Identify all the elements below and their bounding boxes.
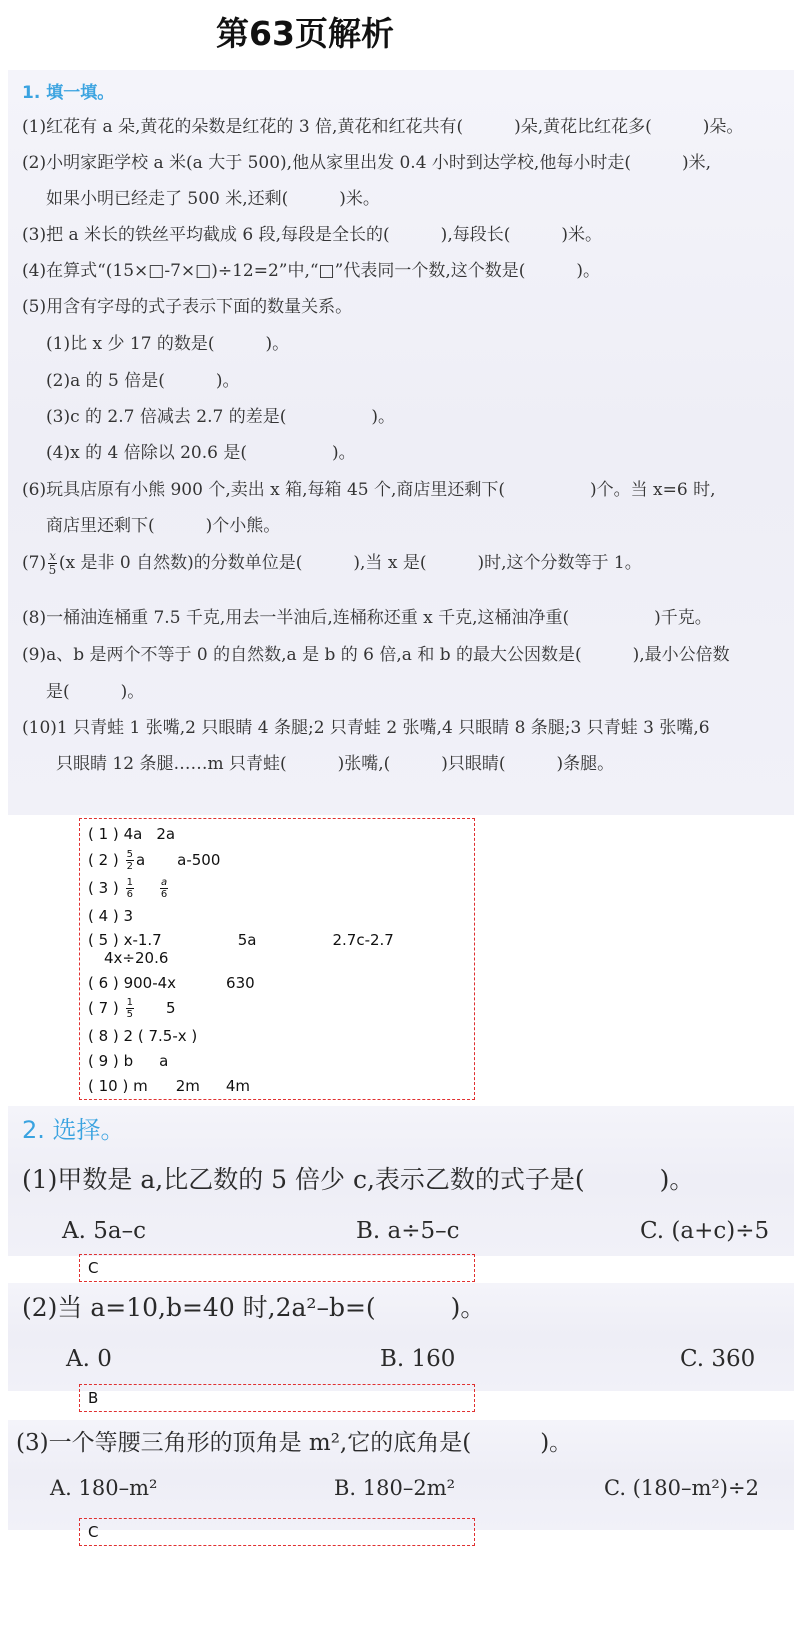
answer-8: ( 8 ) 2 ( 7.5-x ) xyxy=(88,1027,198,1045)
question-line: (4)x 的 4 倍除以 20.6 是( )。 xyxy=(46,443,356,463)
section-heading-fill-in: 1. 填一填。 xyxy=(22,83,115,103)
choice-question-2: (2)当 a=10,b=40 时,2a²–b=( )。 xyxy=(22,1293,486,1322)
question-line: (3)把 a 米长的铁丝平均截成 6 段,每段是全长的( ),每段长( )米。 xyxy=(22,225,602,245)
question-line: 如果小明已经走了 500 米,还剩( )米。 xyxy=(46,189,380,209)
answer-2: ( 2 ) $\frac{5}{2}$ a a-500 xyxy=(88,849,221,872)
q7-label: (7) xyxy=(22,553,47,573)
question-line: (10)1 只青蛙 1 张嘴,2 只眼睛 4 条腿;2 只青蛙 2 张嘴,4 只眼睛 8 条腿;3 只青蛙 3 张嘴,6 xyxy=(22,718,710,738)
answer-6: ( 6 ) 900-4x 630 xyxy=(88,974,255,992)
question-line: (1)比 x 少 17 的数是( )。 xyxy=(46,334,290,354)
answer-3-fraction-1: $\frac{1}{6}$ xyxy=(126,877,133,900)
answer-choice-2: B xyxy=(88,1389,99,1407)
question-line: 商店里还剩下( )个小熊。 xyxy=(46,516,281,536)
question-line: (5)用含有字母的式子表示下面的数量关系。 xyxy=(22,297,353,317)
section-heading-choice: 2. 选择。 xyxy=(22,1116,125,1144)
answer-2-fraction: $\frac{5}{2}$ xyxy=(126,849,133,872)
question-line: (4)在算式“(15×□-7×□)÷12=2”中,“□”代表同一个数,这个数是( )。 xyxy=(22,261,600,281)
answer-choice-1: C xyxy=(88,1259,99,1277)
q7-text: (x 是非 0 自然数)的分数单位是( ),当 x 是( )时,这个分数等于 1。 xyxy=(58,553,642,573)
question-line: (2)a 的 5 倍是( )。 xyxy=(46,371,240,391)
question-line: (6)玩具店原有小熊 900 个,卖出 x 箱,每箱 45 个,商店里还剩下( )个。当 x=6 时, xyxy=(22,480,716,500)
question-line: (1)红花有 a 朵,黄花的朵数是红花的 3 倍,黄花和红花共有( )朵,黄花比红花多( )朵。 xyxy=(22,117,744,137)
answer-box-choice-3 xyxy=(79,1518,475,1546)
page-title: 第63页解析 xyxy=(216,14,394,53)
answer-box-section-1 xyxy=(79,818,475,1100)
choice-question-3: (3)一个等腰三角形的顶角是 m²,它的底角是( )。 xyxy=(16,1430,573,1456)
choice-3-option-c: C. (180–m²)÷2 xyxy=(604,1476,759,1500)
answer-1: ( 1 ) 4a 2a xyxy=(88,825,176,843)
choice-1-option-c: C. (a+c)÷5 xyxy=(640,1218,770,1244)
choice-1-option-a: A. 5a–c xyxy=(62,1218,146,1244)
answer-9: ( 9 ) b a xyxy=(88,1052,169,1070)
question-line: (2)小明家距学校 a 米(a 大于 500),他从家里出发 0.4 小时到达学校,他每小时走( )米, xyxy=(22,153,711,173)
answer-box-choice-2 xyxy=(79,1384,475,1412)
question-line-7 xyxy=(22,548,642,577)
choice-2-option-c: C. 360 xyxy=(680,1346,756,1372)
answer-3-fraction-2: $\frac{a}{6}$ xyxy=(160,877,168,900)
answer-7: ( 7 ) $\frac{1}{5}$ 5 xyxy=(88,997,176,1020)
answer-5: ( 5 ) x-1.7 5a 2.7c-2.7 xyxy=(88,931,394,949)
choice-question-1: (1)甲数是 a,比乙数的 5 倍少 c,表示乙数的式子是( )。 xyxy=(22,1165,695,1194)
choice-3-option-b: B. 180–2m² xyxy=(334,1476,456,1500)
answer-4: ( 4 ) 3 xyxy=(88,907,134,925)
choice-3-option-a: A. 180–m² xyxy=(50,1476,158,1500)
answer-10: ( 10 ) m 2m 4m xyxy=(88,1077,251,1095)
question-line: (8)一桶油连桶重 7.5 千克,用去一半油后,连桶称还重 x 千克,这桶油净重( )千克。 xyxy=(22,608,712,628)
answer-5-cont: 4x÷20.6 xyxy=(104,949,169,967)
question-line: 只眼睛 12 条腿……m 只青蛙( )张嘴,( )只眼睛( )条腿。 xyxy=(56,754,615,774)
choice-2-option-b: B. 160 xyxy=(380,1346,456,1372)
answer-choice-3: C xyxy=(88,1523,99,1541)
question-line: 是( )。 xyxy=(46,682,145,702)
answer-3: ( 3 ) $\frac{1}{6}$ $\frac{a}{6}$ xyxy=(88,877,168,900)
answer-7-fraction: $\frac{1}{5}$ xyxy=(126,997,133,1020)
question-line: (3)c 的 2.7 倍减去 2.7 的差是( )。 xyxy=(46,407,395,427)
choice-1-option-b: B. a÷5–c xyxy=(356,1218,460,1244)
answer-box-choice-1 xyxy=(79,1254,475,1282)
q7-fraction: $\frac{x}{5}$ xyxy=(48,549,57,577)
question-line: (9)a、b 是两个不等于 0 的自然数,a 是 b 的 6 倍,a 和 b 的最大公因数是( ),最小公倍数 xyxy=(22,645,730,665)
choice-2-option-a: A. 0 xyxy=(66,1346,112,1372)
